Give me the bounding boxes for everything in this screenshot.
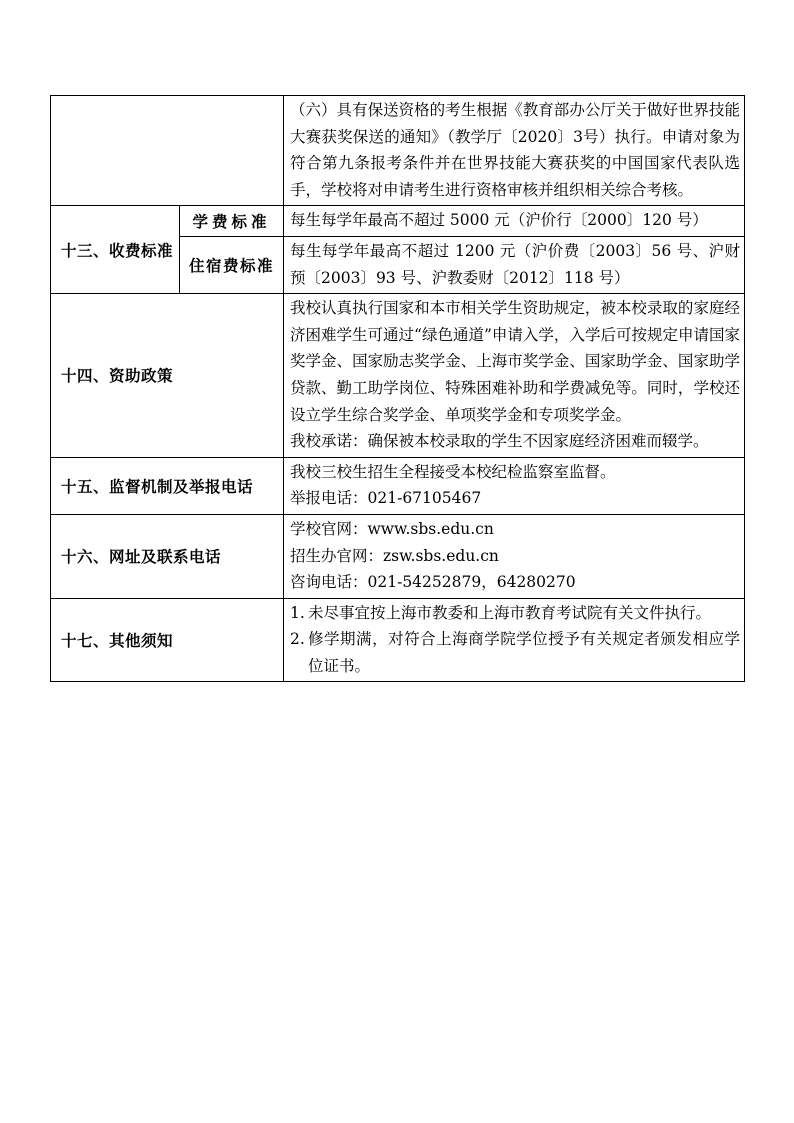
tuition-content xyxy=(284,206,745,237)
section-17-title: 十七、其他须知 xyxy=(51,598,284,682)
row-contact xyxy=(51,514,745,598)
admissions-website: 招生办官网：zsw.sbs.edu.cn xyxy=(290,546,499,565)
row-supervision xyxy=(51,457,745,514)
row-financial-aid xyxy=(51,294,745,458)
other-notes-content xyxy=(284,598,745,682)
list-item xyxy=(290,626,740,679)
empty-label-cell xyxy=(51,96,284,206)
report-phone: 举报电话：021-67105467 xyxy=(290,489,482,508)
section-15-title: 十五、监督机制及举报电话 xyxy=(51,457,284,514)
item-6-text: （六）具有保送资格的考生根据《教育部办公厅关于做好世界技能大赛获奖保送的通知》（教学厅〔2020〕3号）执行。申请对象为符合第九条报考条件并在世界技能大赛获奖的中国国家代表队选手，学校将对申请考生进行资格审核并组织相关综合考核。 xyxy=(290,101,740,199)
list-item-text: 修学期满，对符合上海商学院学位授予有关规定者颁发相应学位证书。 xyxy=(308,630,740,675)
list-item-text: 未尽事宜按上海市教委和上海市教育考试院有关文件执行。 xyxy=(308,603,712,622)
school-website: 学校官网：www.sbs.edu.cn xyxy=(290,519,494,538)
list-item xyxy=(290,600,740,627)
row-other-notes xyxy=(51,598,745,682)
row-item-6 xyxy=(51,96,745,206)
financial-aid-content xyxy=(284,294,745,458)
section-16-title: 十六、网址及联系电话 xyxy=(51,514,284,598)
admission-info-table xyxy=(50,95,745,682)
inquiry-phone: 咨询电话：021-54252879，64280270 xyxy=(290,573,576,592)
dorm-content xyxy=(284,236,745,293)
row-fees-tuition xyxy=(51,206,745,237)
supervision-content xyxy=(284,457,745,514)
list-item-number: 1. xyxy=(290,603,305,622)
tuition-label: 学费标准 xyxy=(180,206,284,237)
financial-aid-paragraph-1: 我校认真执行国家和本市相关学生资助规定，被本校录取的家庭经济困难学生可通过“绿色通道”申请入学，入学后可按规定申请国家奖学金、国家励志奖学金、上海市奖学金、国家助学金、国家助学贷款、勤工助学岗位、特殊困难补助和学费减免等。同时，学校还设立学生综合奖学金、单项奖学金和专项奖学金。 xyxy=(290,299,740,424)
item-6-content xyxy=(284,96,745,206)
list-item-number: 2. xyxy=(290,630,305,649)
financial-aid-paragraph-2: 我校承诺：确保被本校录取的学生不因家庭经济困难而辍学。 xyxy=(290,432,709,451)
dorm-text: 每生每学年最高不超过 1200 元（沪价费〔2003〕56 号、沪财预〔2003〕93 号、沪教委财〔2012〕118 号） xyxy=(290,241,740,287)
dorm-label: 住宿费标准 xyxy=(180,236,284,293)
contact-content xyxy=(284,514,745,598)
tuition-text: 每生每学年最高不超过 5000 元（沪价行〔2000〕120 号） xyxy=(290,211,708,230)
section-13-title: 十三、收费标准 xyxy=(51,206,180,294)
section-14-title: 十四、资助政策 xyxy=(51,294,284,458)
supervision-line-1: 我校三校生招生全程接受本校纪检监察室监督。 xyxy=(290,462,616,481)
